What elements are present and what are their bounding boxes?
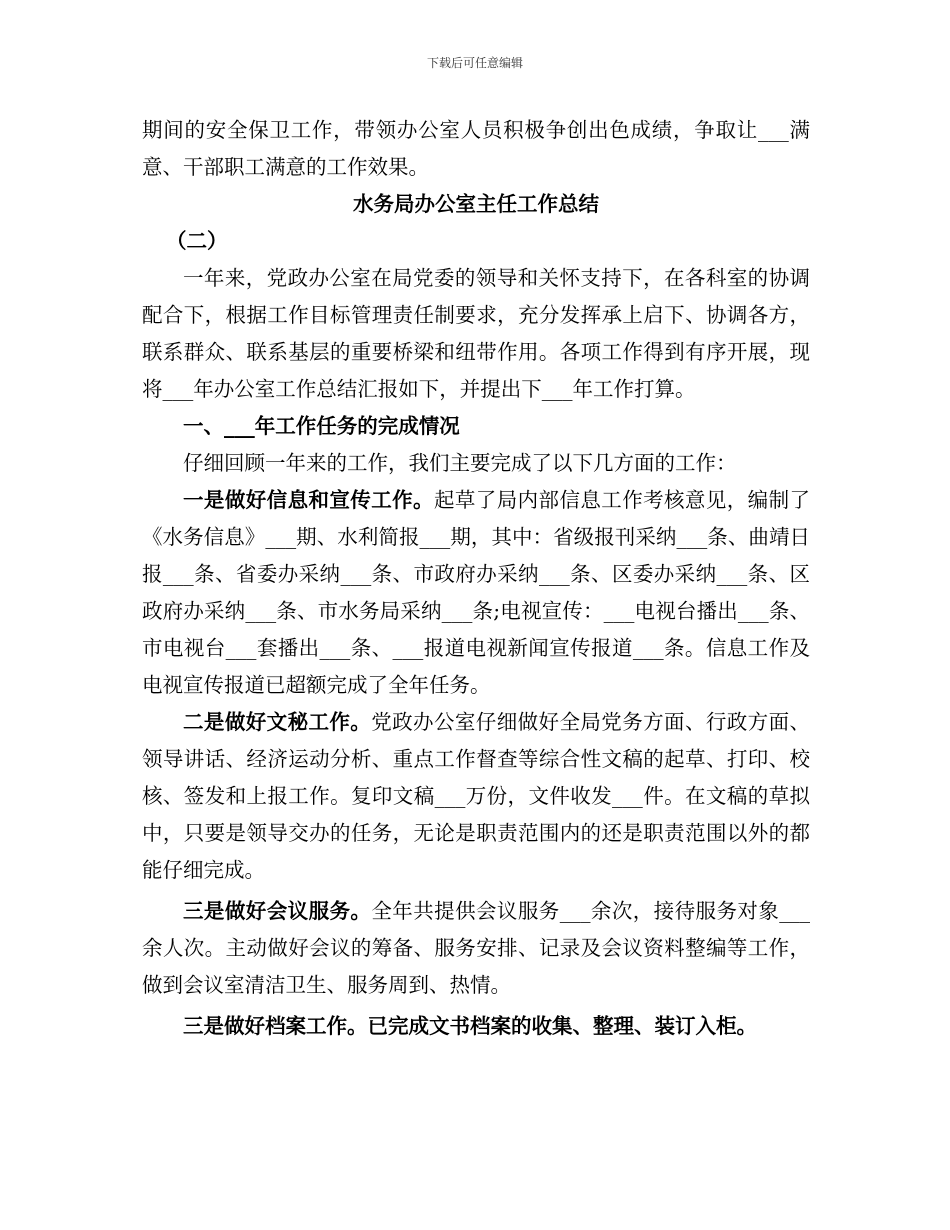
- document-title: 水务局办公室主任工作总结: [353, 192, 599, 216]
- section-heading: 一、___年工作任务的完成情况: [183, 414, 460, 438]
- item-title: 三是做好会议服务。: [183, 899, 372, 923]
- item-paragraph: [142, 893, 810, 1004]
- item-paragraph: [142, 482, 810, 704]
- item-paragraph: [142, 1008, 810, 1045]
- item-text: 党政办公室仔细做好全局党务方面、行政方面、领导讲话、经济运动分析、重点工作督查等综合性文稿的起草、打印、校核、签发和上报工作。复印文稿___万份，文件收发___件。在文稿的草拟中，只要是领导交办的任务，无论是职责范围内的还是职责范围以外的都能仔细完成。: [142, 710, 811, 882]
- item-paragraph: [142, 704, 810, 889]
- document-body: [142, 112, 810, 1045]
- item-title: 三是做好档案工作。: [183, 1014, 368, 1038]
- document-subtitle: （二）: [166, 229, 228, 253]
- item-title: 二是做好文秘工作。: [183, 710, 372, 734]
- item-title: 一是做好信息和宣传工作。: [183, 488, 434, 512]
- page-header: 下载后可任意编辑: [426, 56, 523, 70]
- continuation-paragraph: 期间的安全保卫工作，带领办公室人员积极争创出色成绩，争取让___满意、干部职工满意的工作效果。: [142, 118, 810, 179]
- item-text: 起草了局内部信息工作考核意见，编制了《水务信息》___期、水利简报___期，其中：省级报刊采纳___条、曲靖日报___条、省委办采纳___条、市政府办采纳___条、区委办采纳___条、区政府办采纳___条、市水务局采纳___条;电视宣传：___电视台播出___条、市电视台___套播出___条、___报道电视新闻宣传报道___条。信息工作及电视宣传报道已超额完成了全年任务。: [142, 488, 811, 697]
- section-lead-paragraph: 仔细回顾一年来的工作，我们主要完成了以下几方面的工作：: [183, 451, 737, 475]
- item-text: 全年共提供会议服务___余次，接待服务对象___余人次。主动做好会议的筹备、服务安排、记录及会议资料整编等工作，做到会议室清洁卫生、服务周到、热情。: [142, 899, 811, 997]
- intro-paragraph: 一年来，党政办公室在局党委的领导和关怀支持下，在各科室的协调配合下，根据工作目标管理责任制要求，充分发挥承上启下、协调各方，联系群众、联系基层的重要桥梁和纽带作用。各项工作得到有序开展，现将___年办公室工作总结汇报如下，并提出下___年工作打算。: [142, 266, 810, 401]
- item-text: 已完成文书档案的收集、整理、装订入柜。: [367, 1014, 757, 1038]
